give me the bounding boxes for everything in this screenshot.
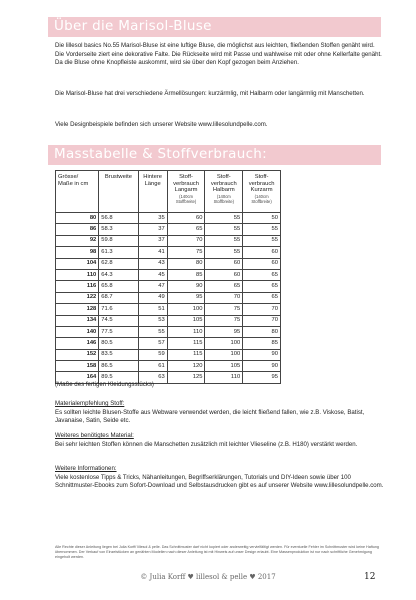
header-line: verbrauch bbox=[210, 180, 237, 187]
size-table-header-cell bbox=[243, 171, 281, 213]
header-line: Grösse/ bbox=[58, 174, 79, 180]
table-row bbox=[56, 304, 281, 315]
value-cell: 75 bbox=[205, 315, 243, 326]
value-cell: 63 bbox=[138, 372, 167, 383]
header-line: Maße in cm bbox=[58, 180, 89, 187]
header-subline: (140cm bbox=[179, 193, 194, 199]
value-cell: 57 bbox=[138, 338, 167, 349]
value-cell: 56.8 bbox=[99, 213, 138, 224]
header-line: Hintere bbox=[143, 174, 162, 180]
copyright-footnote: Alle Rechte dieser Anleitung liegen bei Julia Korff/ lillesol & pelle. Das Schnittmuster darf nicht kopiert oder anderweitig vervielfältigt werden. Für eventuelle Fehler im Schnittmuster wird keine Haftung übernommen. Der Verkauf von Einzelstücken an genähten Modellen nach dieser Anleitung ist mit Hinweis auf unser Design erlaubt. Eine Massenproduktion ist nur nach schriftliche Genehmigung eingeholt werden. bbox=[55, 545, 379, 559]
size-cell: 152 bbox=[56, 349, 99, 360]
value-cell: 70 bbox=[243, 315, 281, 326]
header-subline: (140cm bbox=[254, 193, 269, 199]
fabric-text: Es sollten leichte Blusen-Stoffe aus Webware verwendet werden, die leicht fließend fallen, wie z.B. Viskose, Batist, Javanaise, Satin, Seide etc. bbox=[55, 408, 365, 425]
size-cell: 92 bbox=[56, 235, 99, 246]
value-cell: 55 bbox=[243, 224, 281, 235]
further-info-text: Viele kostenlose Tipps & Tricks, Nähanleitungen, Begriffserklärungen, Tutorials und DIY-Ideen sowie über 100 Schnittmuster-Ebooks zum Sofort-Download und Selbstausdrucken gibt es auf unserer Website www.lillesolundpelle.com. bbox=[55, 473, 384, 490]
header-line: Halbarm bbox=[212, 187, 235, 194]
size-table bbox=[55, 170, 281, 384]
value-cell: 58.3 bbox=[99, 224, 138, 235]
size-table-header-cell bbox=[99, 171, 138, 213]
value-cell: 65 bbox=[243, 281, 281, 292]
about-paragraph-3: Viele Designbeispiele befinden sich unserer Website www.lillesolundpelle.com. bbox=[55, 121, 268, 128]
value-cell: 100 bbox=[205, 349, 243, 360]
header-subline: (140cm bbox=[216, 193, 231, 199]
section-banner-size-table: Masstabelle & Stoffverbrauch: bbox=[48, 145, 381, 165]
value-cell: 75 bbox=[205, 304, 243, 315]
value-cell: 68.7 bbox=[99, 292, 138, 303]
value-cell: 43 bbox=[138, 258, 167, 269]
value-cell: 95 bbox=[167, 292, 205, 303]
value-cell: 49 bbox=[138, 292, 167, 303]
value-cell: 55 bbox=[205, 235, 243, 246]
value-cell: 55 bbox=[138, 326, 167, 337]
value-cell: 60 bbox=[167, 213, 205, 224]
table-row bbox=[56, 315, 281, 326]
header-line: verbrauch bbox=[248, 180, 275, 187]
header-line: Brustweite bbox=[104, 174, 132, 180]
value-cell: 62.8 bbox=[99, 258, 138, 269]
value-cell: 75 bbox=[167, 247, 205, 258]
materials-title: Weiteres benötigtes Material: bbox=[55, 432, 134, 439]
about-paragraph-1: Die lillesol basics No.55 Marisol-Bluse ist eine luftige Bluse, die möglichst aus leichten, fließenden Stoffen genäht wird. Die Vorderseite ziert eine dekorative Falte. Die Rückseite wird mit Passe und wahlweise mit oder ohne Kellerfalte genäht. Da die Bluse ohne Knopfleiste auskommt, wird sie über den Kopf gezogen beim Anziehen. bbox=[55, 42, 382, 67]
value-cell: 55 bbox=[205, 247, 243, 258]
further-info-title: Weitere Informationen: bbox=[55, 465, 117, 472]
value-cell: 70 bbox=[243, 304, 281, 315]
value-cell: 35 bbox=[138, 213, 167, 224]
value-cell: 55 bbox=[205, 213, 243, 224]
value-cell: 83.5 bbox=[99, 349, 138, 360]
value-cell: 70 bbox=[205, 292, 243, 303]
value-cell: 74.5 bbox=[99, 315, 138, 326]
value-cell: 65 bbox=[243, 292, 281, 303]
header-line: verbrauch bbox=[173, 180, 199, 187]
value-cell: 60 bbox=[205, 258, 243, 269]
size-cell: 140 bbox=[56, 326, 99, 337]
materials-section bbox=[55, 432, 385, 449]
table-row bbox=[56, 213, 281, 224]
value-cell: 85 bbox=[167, 269, 205, 280]
value-cell: 95 bbox=[243, 372, 281, 383]
value-cell: 115 bbox=[167, 349, 205, 360]
size-cell: 104 bbox=[56, 258, 99, 269]
size-cell: 116 bbox=[56, 281, 99, 292]
value-cell: 51 bbox=[138, 304, 167, 315]
size-cell: 86 bbox=[56, 224, 99, 235]
value-cell: 70 bbox=[167, 235, 205, 246]
further-info-section bbox=[55, 465, 385, 491]
page-footer: © Julia Korff ♥ lillesol & pelle ♥ 2017 bbox=[140, 573, 276, 581]
value-cell: 37 bbox=[138, 224, 167, 235]
table-row bbox=[56, 224, 281, 235]
value-cell: 90 bbox=[243, 349, 281, 360]
size-cell: 146 bbox=[56, 338, 99, 349]
section-banner-about: Über die Marisol-Bluse bbox=[48, 17, 381, 37]
table-row bbox=[56, 247, 281, 258]
value-cell: 64.3 bbox=[99, 269, 138, 280]
table-row bbox=[56, 349, 281, 360]
header-line: Länge bbox=[144, 180, 161, 187]
value-cell: 105 bbox=[167, 315, 205, 326]
value-cell: 50 bbox=[243, 213, 281, 224]
value-cell: 59.8 bbox=[99, 235, 138, 246]
header-line: Langarm bbox=[174, 187, 198, 194]
value-cell: 120 bbox=[167, 361, 205, 372]
value-cell: 110 bbox=[205, 372, 243, 383]
value-cell: 65 bbox=[205, 281, 243, 292]
value-cell: 125 bbox=[167, 372, 205, 383]
header-subline: Stoffbreite) bbox=[251, 198, 272, 204]
table-row bbox=[56, 235, 281, 246]
size-cell: 122 bbox=[56, 292, 99, 303]
about-paragraph-2: Die Marisol-Bluse hat drei verschiedene Ärmellösungen: kurzärmlig, mit Halbarm oder langärmlig mit Manschetten. bbox=[55, 90, 365, 97]
size-table-header-row bbox=[56, 171, 281, 213]
fabric-title: Materialempfehlung Stoff: bbox=[55, 400, 125, 407]
value-cell: 53 bbox=[138, 315, 167, 326]
value-cell: 80 bbox=[167, 258, 205, 269]
value-cell: 90 bbox=[243, 361, 281, 372]
size-cell: 158 bbox=[56, 361, 99, 372]
table-row bbox=[56, 258, 281, 269]
value-cell: 80.5 bbox=[99, 338, 138, 349]
size-cell: 98 bbox=[56, 247, 99, 258]
value-cell: 77.5 bbox=[99, 326, 138, 337]
value-cell: 55 bbox=[243, 235, 281, 246]
value-cell: 85 bbox=[243, 338, 281, 349]
value-cell: 37 bbox=[138, 235, 167, 246]
size-cell: 128 bbox=[56, 304, 99, 315]
value-cell: 55 bbox=[205, 224, 243, 235]
value-cell: 71.6 bbox=[99, 304, 138, 315]
fabric-section bbox=[55, 400, 385, 426]
table-row bbox=[56, 292, 281, 303]
value-cell: 90 bbox=[167, 281, 205, 292]
value-cell: 61.3 bbox=[99, 247, 138, 258]
header-subline: Stoffbreite) bbox=[175, 198, 197, 204]
page-number: 12 bbox=[364, 572, 376, 582]
size-cell: 134 bbox=[56, 315, 99, 326]
value-cell: 86.5 bbox=[99, 361, 138, 372]
materials-text: Bei sehr leichten Stoffen können die Manschetten zusätzlich mit leichter Vlieseline (z.B. H180) verstärkt werden. bbox=[55, 440, 358, 448]
value-cell: 41 bbox=[138, 247, 167, 258]
value-cell: 47 bbox=[138, 281, 167, 292]
value-cell: 65 bbox=[167, 224, 205, 235]
value-cell: 100 bbox=[167, 304, 205, 315]
size-table-header-cell bbox=[56, 171, 99, 213]
header-line: Stoff- bbox=[254, 174, 269, 180]
header-line: Stoff- bbox=[216, 174, 231, 180]
value-cell: 95 bbox=[205, 326, 243, 337]
value-cell: 61 bbox=[138, 361, 167, 372]
value-cell: 60 bbox=[205, 269, 243, 280]
value-cell: 60 bbox=[243, 258, 281, 269]
value-cell: 115 bbox=[167, 338, 205, 349]
header-line: Stoff- bbox=[179, 174, 193, 180]
size-table-header-cell bbox=[138, 171, 167, 213]
table-row bbox=[56, 326, 281, 337]
table-row bbox=[56, 361, 281, 372]
size-table-header-cell bbox=[167, 171, 205, 213]
size-table-note: (Maße des fertigen Kleidungsstücks) bbox=[55, 381, 154, 388]
header-line: Kurzarm bbox=[250, 187, 273, 194]
value-cell: 100 bbox=[205, 338, 243, 349]
value-cell: 65.8 bbox=[99, 281, 138, 292]
size-table-header-cell bbox=[205, 171, 243, 213]
table-row bbox=[56, 269, 281, 280]
size-table-body bbox=[56, 213, 281, 384]
value-cell: 65 bbox=[243, 269, 281, 280]
value-cell: 105 bbox=[205, 361, 243, 372]
value-cell: 59 bbox=[138, 349, 167, 360]
value-cell: 60 bbox=[243, 247, 281, 258]
table-row bbox=[56, 281, 281, 292]
value-cell: 45 bbox=[138, 269, 167, 280]
size-cell: 110 bbox=[56, 269, 99, 280]
size-cell: 80 bbox=[56, 213, 99, 224]
size-cell: 164 bbox=[56, 372, 99, 383]
table-row bbox=[56, 338, 281, 349]
header-subline: Stoffbreite) bbox=[213, 198, 234, 204]
value-cell: 89.5 bbox=[99, 372, 138, 383]
value-cell: 80 bbox=[243, 326, 281, 337]
value-cell: 110 bbox=[167, 326, 205, 337]
